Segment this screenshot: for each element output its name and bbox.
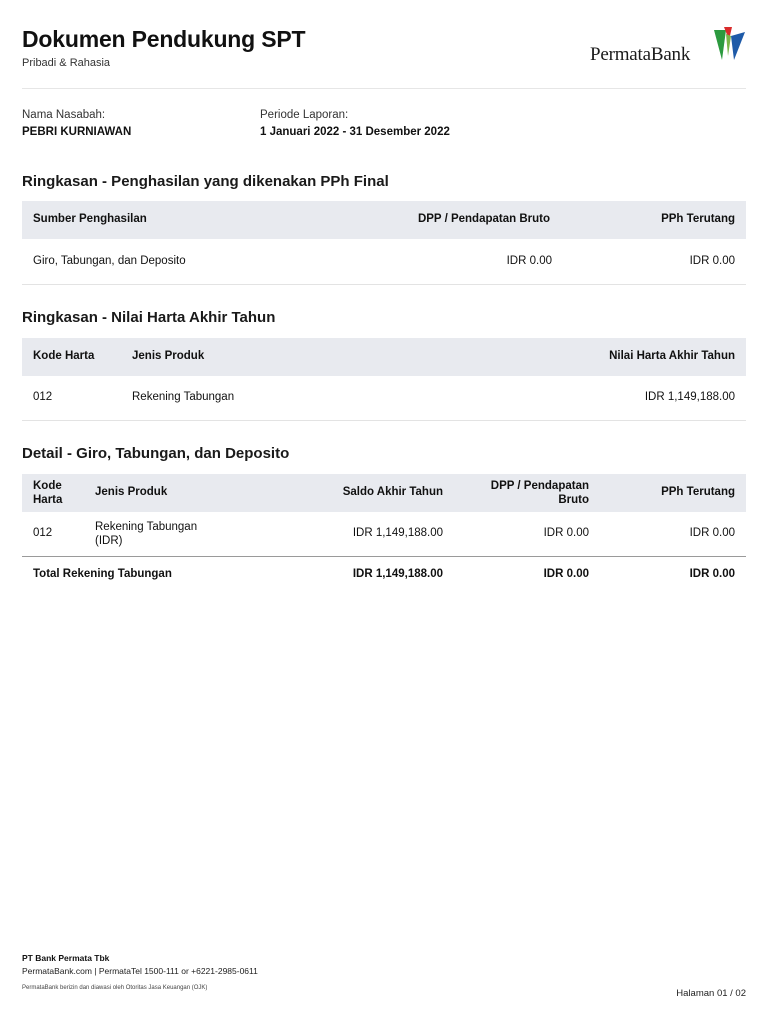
table-total-row: [22, 557, 746, 593]
logo-wordmark: PermataBank: [590, 44, 691, 65]
header-line: DPP / Pendapatan: [490, 480, 589, 492]
column-header: Kode Harta: [33, 350, 95, 362]
table-header-nilai-harta: [22, 338, 746, 376]
table-row: [22, 512, 746, 556]
table-row: [22, 239, 746, 285]
cell-jenis: Rekening Tabungan: [132, 391, 235, 403]
total-pph: IDR 0.00: [689, 568, 735, 580]
column-header-dpp: [491, 479, 589, 507]
column-header: Jenis Produk: [132, 350, 205, 362]
column-header-kode: [33, 479, 62, 507]
permatabank-mark-icon: [712, 26, 746, 64]
column-header: Sumber Penghasilan: [33, 213, 147, 225]
cell-jenis: [95, 520, 197, 548]
column-header: Nilai Harta Akhir Tahun: [609, 350, 735, 362]
cell-nilai: IDR 1,149,188.00: [644, 391, 735, 403]
column-header-pph: PPh Terutang: [661, 486, 735, 498]
table-header-pph-final: [22, 201, 746, 239]
document-subtitle: Pribadi & Rahasia: [22, 57, 111, 69]
cell-dpp: IDR 0.00: [506, 255, 552, 267]
table-header-detail: [22, 474, 746, 512]
cell-dpp: IDR 0.00: [543, 527, 589, 539]
header-line: Bruto: [558, 494, 589, 506]
total-label: Total Rekening Tabungan: [33, 568, 172, 580]
section-title-detail: Detail - Giro, Tabungan, dan Deposito: [22, 445, 290, 462]
row-divider: [22, 420, 746, 421]
column-header-jenis: Jenis Produk: [95, 486, 168, 498]
cell-line: (IDR): [95, 535, 123, 547]
column-header-saldo: Saldo Akhir Tahun: [342, 486, 443, 498]
row-divider: [22, 284, 746, 285]
document-title: Dokumen Pendukung SPT: [22, 26, 306, 52]
page-number: Halaman 01 / 02: [676, 988, 746, 999]
footer-contact: PermataBank.com | PermataTel 1500-111 or +6221-2985-0611: [22, 966, 258, 976]
customer-name-value: PEBRI KURNIAWAN: [22, 126, 132, 138]
column-header: DPP / Pendapatan Bruto: [417, 213, 550, 225]
cell-saldo: IDR 1,149,188.00: [352, 527, 443, 539]
period-label: Periode Laporan:: [260, 109, 349, 121]
total-dpp: IDR 0.00: [543, 568, 589, 580]
cell-kode: 012: [33, 527, 53, 539]
header-line: Kode: [33, 480, 62, 492]
cell-pph: IDR 0.00: [689, 255, 735, 267]
table-row: [22, 376, 746, 420]
footer-ojk-note: PermataBank berizin dan diawasi oleh Otoritas Jasa Keuangan (OJK): [22, 985, 208, 991]
permatabank-logo: [590, 26, 746, 66]
cell-line: Rekening Tabungan: [95, 521, 198, 533]
cell-kode: 012: [33, 391, 53, 403]
header-line: Harta: [33, 494, 63, 506]
cell-pph: IDR 0.00: [689, 527, 735, 539]
customer-name-label: Nama Nasabah:: [22, 109, 106, 121]
cell-sumber: Giro, Tabungan, dan Deposito: [33, 255, 186, 267]
period-value: 1 Januari 2022 - 31 Desember 2022: [260, 126, 450, 138]
total-saldo: IDR 1,149,188.00: [352, 568, 443, 580]
column-header: PPh Terutang: [661, 213, 735, 225]
header-divider: [22, 88, 746, 89]
footer-company: PT Bank Permata Tbk: [22, 953, 110, 963]
section-title-pph-final: Ringkasan - Penghasilan yang dikenakan PPh Final: [22, 173, 389, 190]
section-title-nilai-harta: Ringkasan - Nilai Harta Akhir Tahun: [22, 309, 276, 326]
